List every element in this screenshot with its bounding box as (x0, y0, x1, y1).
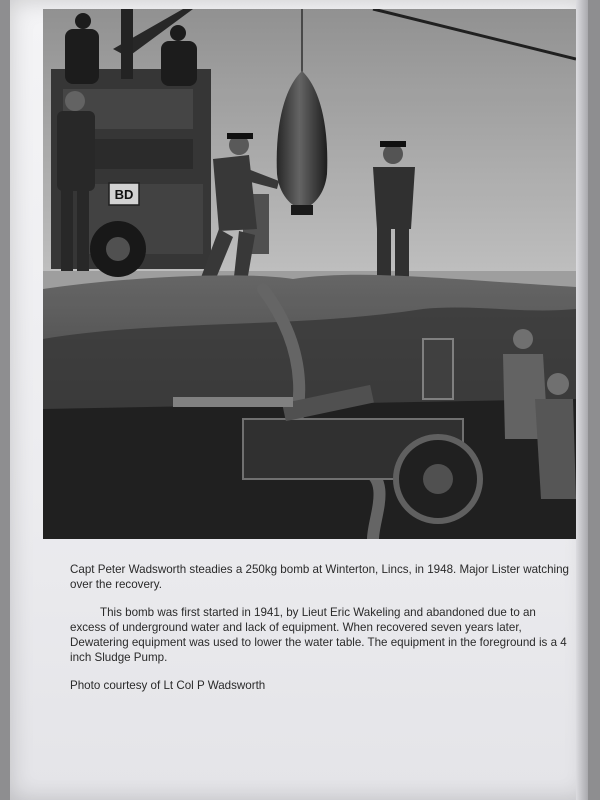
page-edge (576, 0, 588, 800)
book-page (10, 0, 588, 800)
grain-overlay (43, 9, 576, 539)
bomb-recovery-photo-illustration (43, 9, 576, 539)
caption-paragraph-2: This bomb was first started in 1941, by Lieut Eric Wakeling and abandoned due to an excess of underground water and lack of equipment. When recovered seven years later, Dewatering equipment was used to lower the water table. The equipment in the foreground is a 4 inch Sludge Pump. (70, 606, 567, 664)
photo-credit: Photo courtesy of Lt Col P Wadsworth (70, 679, 266, 692)
photo-caption (70, 562, 570, 706)
caption-paragraph-1: Capt Peter Wadsworth steadies a 250kg bomb at Winterton, Lincs, in 1948. Major Lister watching over the recovery. (70, 563, 569, 591)
historical-photo (43, 9, 576, 539)
truck-plate: BD (114, 187, 134, 202)
